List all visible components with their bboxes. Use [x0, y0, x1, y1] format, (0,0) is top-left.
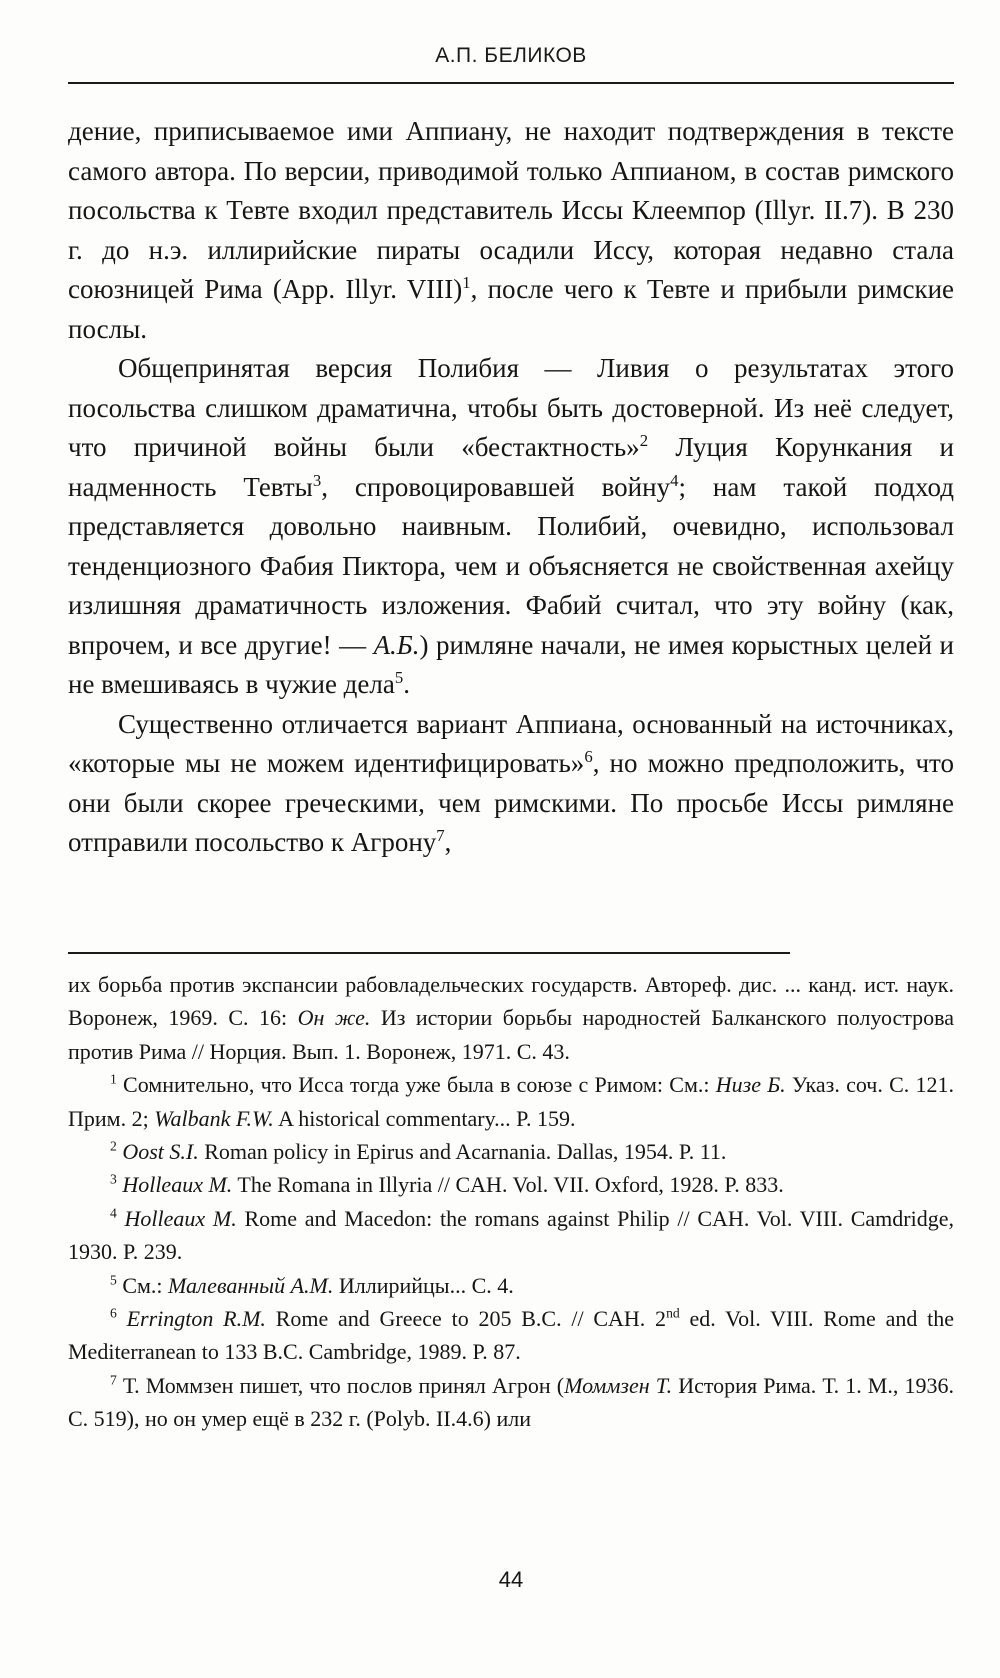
footnote-ref-1: 1 — [462, 273, 471, 292]
footnote-ref-4: 4 — [670, 470, 679, 490]
footnote-continued: их борьба против экспансии рабовладельческих государств. Автореф. дис. ... канд. ист. наук. Воронеж, 1969. С. 16: Он же. Из истории борьбы народностей Балканского полуострова против Рима // Норция. Вып. 1. Воронеж, 1971. С. 43. — [68, 972, 955, 1064]
footnotes — [68, 968, 954, 1436]
footnote-1: $^1$ Сомнительно, что Исса тогда уже была в союзе с Римом: См.: Низе Б. Указ. соч. С. 121. Прим. 2; Walbank F.W. A historical commentary... P. 159. — [68, 1071, 954, 1131]
header-rule — [68, 82, 954, 84]
footnote-4: $^4$ Holleaux M. Rome and Macedon: the romans against Philip // CAH. Vol. VIII. Camdridge, 1930. P. 239. — [68, 1205, 954, 1265]
footnote-ref-7: 7 — [436, 826, 445, 845]
footnote-ref-3: 3 — [312, 470, 322, 490]
footnote-7: $^7$ Т. Моммзен пишет, что послов принял Агрон (Моммзен Т. История Рима. Т. 1. М., 1936. С. 519), но он умер ещё в 232 г. (Polyb. II.4.6) или — [68, 1372, 954, 1432]
footnote-6: $^6$ Errington R.M. Rome and Greece to 205 B.C. // CAH. 2nd ed. Vol. VIII. Rome and the Mediterranean to 133 B.C. Cambridge, 1989. P. 87. — [68, 1305, 954, 1365]
footnote-ref-6: 6 — [584, 747, 593, 766]
main-text — [68, 112, 954, 863]
paragraph-1: дение, приписываемое ими Аппиану, не находит подтверждения в тексте самого автора. По версии, приводимой только Аппианом, в состав римского посольства к Тевте входил представитель Иссы Клеемпор (Illyr. II.7). В 230 г. до н.э. иллирийские пираты осадили Иссу, которая недавно стала союзницей Рима (App. Illyr. VIII)$^1$, после чего к Тевте и прибыли римские послы. — [68, 116, 954, 344]
footnote-3: $^3$ Holleaux M. The Romana in Illyria // CAH. Vol. VII. Oxford, 1928. P. 833. — [110, 1172, 784, 1198]
page-number: 44 — [498, 1567, 524, 1592]
footnote-ref-5: 5 — [394, 668, 404, 687]
footnote-rule — [68, 952, 790, 954]
footnote-2: $^2$ Oost S.I. Roman policy in Epirus and Acarnania. Dallas, 1954. P. 11. — [110, 1138, 727, 1165]
paragraph-3: Существенно отличается вариант Аппиана, основанный на источниках, «которые мы не можем идентифицировать»$^6$, но можно предположить, что они были скорее греческими, чем римскими. По просьбе Иссы римляне отправили посольство к Агрону$^7$, — [68, 708, 955, 857]
footnote-5: $^5$ См.: Малеванный А.М. Иллирийцы... С. 4. — [110, 1272, 514, 1298]
footnote-ref-2: 2 — [639, 431, 649, 450]
running-head: А.П. БЕЛИКОВ — [435, 44, 587, 67]
paragraph-2: Общепринятая версия Полибия — Ливия о результатах этого посольства слишком драматична, чтобы быть достоверной. Из неё следует, что причиной войны были «бестактность»$^2$ Луция Корункания и надменность Тевты$^3$, спровоцировавшей войну$^4$; нам такой подход представляется довольно наивным. Полибий, очевидно, использовал тенденциозного Фабия Пиктора, чем и объясняется не свойственная ахейцу излишняя драматичность изложения. Фабий считал, что эту войну (как, впрочем, и все другие! — А.Б.) римляне начали, не имея корыстных целей и не вмешиваясь в чужие дела$^5$. — [68, 353, 954, 699]
